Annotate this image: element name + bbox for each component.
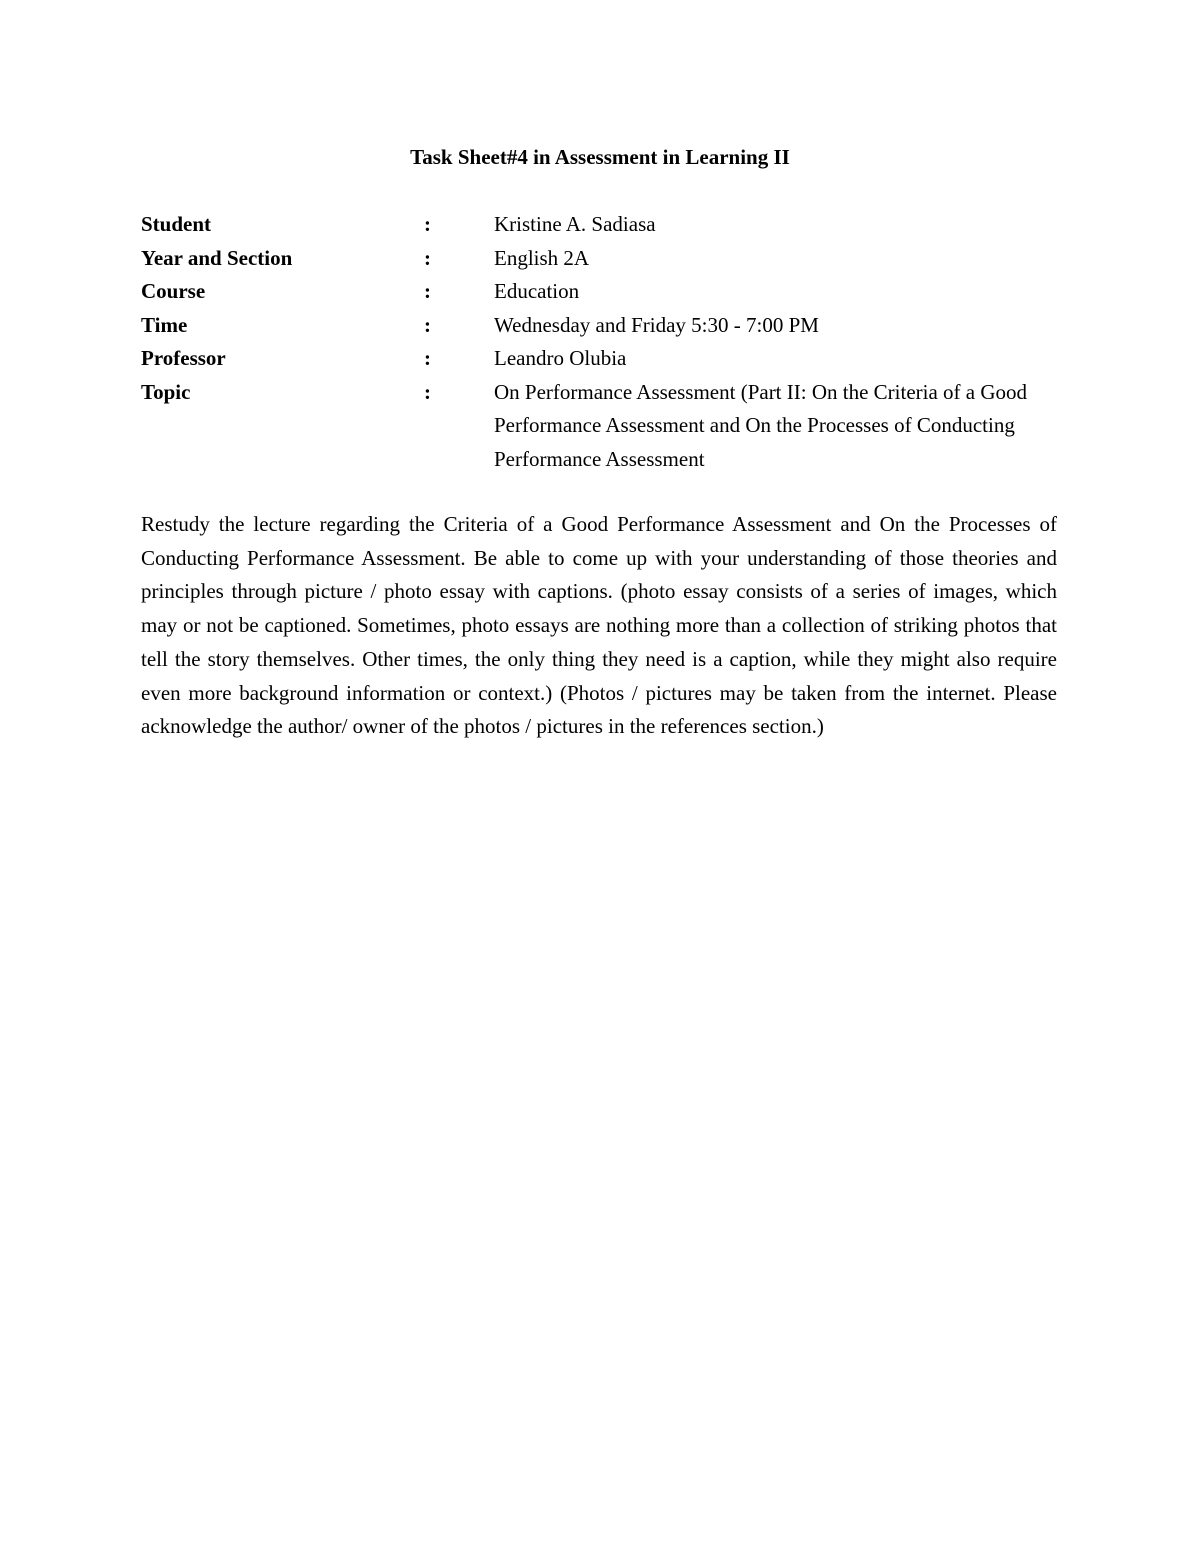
- info-value: English 2A: [494, 245, 590, 270]
- info-label: Time: [141, 312, 188, 337]
- instructions-paragraph: Restudy the lecture regarding the Criteria of a Good Performance Assessment and On the Processes of Conducting Performance Assessment. Be able to come up with your understanding of those theories and principles through picture / photo essay with captions. (photo essay consists of a series of images, which may or not be captioned. Sometimes, photo essays are nothing more than a collection of striking photos that tell the story themselves. Other times, the only thing they need is a caption, while they might also require even more background information or context.) (Photos / pictures may be taken from the internet. Please acknowledge the author/ owner of the photos / pictures in the references section.): [141, 512, 1057, 739]
- info-row-professor: [141, 342, 1061, 376]
- info-row-year-section: [141, 242, 1061, 276]
- info-value: Wednesday and Friday 5:30 - 7:00 PM: [494, 312, 819, 337]
- info-label: Topic: [141, 379, 191, 404]
- info-value: Leandro Olubia: [494, 346, 627, 370]
- info-row-student: [141, 208, 1061, 242]
- info-colon: :: [424, 379, 431, 404]
- info-label: Year and Section: [141, 245, 293, 270]
- info-row-time: [141, 309, 1061, 343]
- info-colon: :: [424, 346, 431, 370]
- info-value: On Performance Assessment (Part II: On the Criteria of a Good Performance Assessment and On the Processes of Conducting Performance Assessment: [494, 379, 1028, 471]
- info-row-topic: [141, 376, 1061, 477]
- info-label: Professor: [141, 346, 226, 370]
- info-colon: :: [424, 212, 431, 236]
- info-colon: :: [424, 245, 431, 270]
- info-row-course: [141, 275, 1061, 309]
- info-label: Student: [141, 212, 212, 236]
- info-colon: :: [424, 312, 431, 337]
- info-value: Education: [494, 279, 580, 303]
- page-title: Task Sheet#4 in Assessment in Learning II: [410, 145, 790, 169]
- student-info-table: [141, 208, 1061, 476]
- info-value: Kristine A. Sadiasa: [494, 212, 656, 236]
- info-colon: :: [424, 279, 431, 303]
- info-label: Course: [141, 279, 206, 303]
